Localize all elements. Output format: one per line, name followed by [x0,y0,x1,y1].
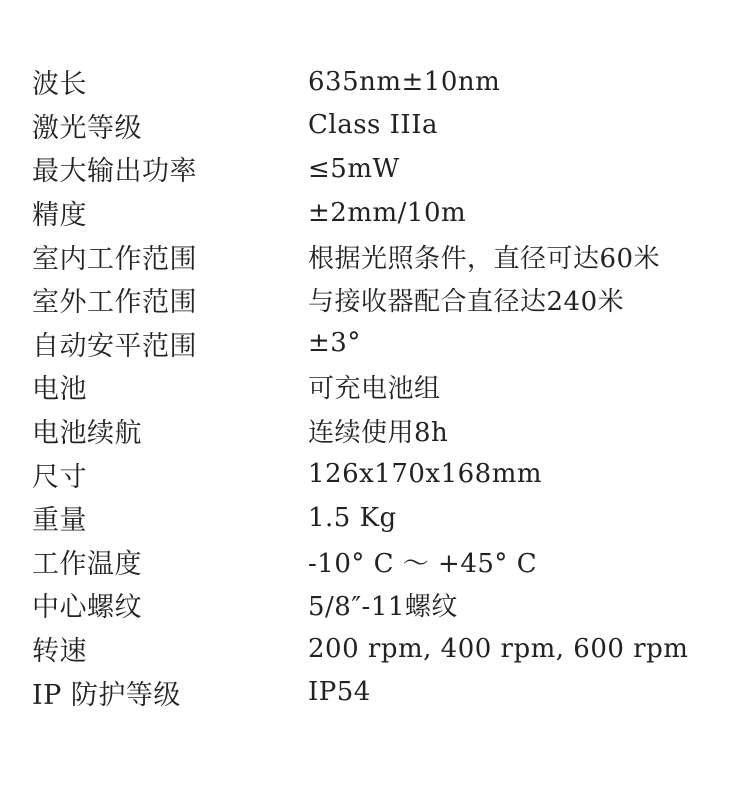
spec-row-ip-rating [32,670,732,714]
spec-value: 126x170x168mm [308,459,543,490]
spec-value: 连续使用8h [308,418,449,449]
spec-row-dimensions [32,452,732,496]
spec-label: 室内工作范围 [32,243,197,275]
spec-row-battery [32,365,732,409]
spec-value: 5/8″-11螺纹 [308,592,458,623]
spec-label: 室外工作范围 [32,287,197,319]
spec-label: 转速 [32,636,87,668]
spec-row-weight [32,496,732,540]
spec-row-indoor-range [32,234,732,278]
spec-row-self-leveling-range [32,322,732,366]
spec-label: 尺寸 [32,461,87,493]
spec-value: 与接收器配合直径达240米 [308,287,625,318]
spec-label: 中心螺纹 [32,592,142,624]
spec-label: 激光等级 [32,112,142,144]
spec-label: 电池 [32,374,87,406]
spec-label: 自动安平范围 [32,330,197,362]
spec-row-wavelength [32,60,732,104]
spec-label: IP 防护等级 [32,679,181,711]
spec-value: ±3° [308,328,361,359]
spec-row-max-output-power [32,147,732,191]
spec-row-laser-class [32,104,732,148]
spec-value: IP54 [308,677,371,708]
spec-table [32,60,732,714]
spec-label: 精度 [32,200,87,232]
spec-row-center-thread [32,583,732,627]
spec-label: 波长 [32,69,87,101]
spec-value: 根据光照条件，直径可达60米 [308,243,661,274]
spec-row-operating-temperature [32,540,732,584]
spec-label: 重量 [32,505,87,537]
spec-value: -10° C ～ +45° C [308,548,538,579]
spec-value: 200 rpm, 400 rpm, 600 rpm [308,633,689,664]
spec-label: 工作温度 [32,548,142,580]
spec-label: 最大输出功率 [32,156,197,188]
spec-label: 电池续航 [32,418,142,450]
spec-value: ±2mm/10m [308,197,467,228]
spec-row-battery-life [32,409,732,453]
spec-row-rotation-speed [32,627,732,671]
spec-value: 可充电池组 [308,374,441,405]
spec-value: Class IIIa [308,110,438,141]
spec-value: 635nm±10nm [308,66,501,97]
spec-row-accuracy [32,191,732,235]
spec-row-outdoor-range [32,278,732,322]
spec-value: 1.5 Kg [308,502,397,533]
spec-value: ≤5mW [308,153,400,184]
